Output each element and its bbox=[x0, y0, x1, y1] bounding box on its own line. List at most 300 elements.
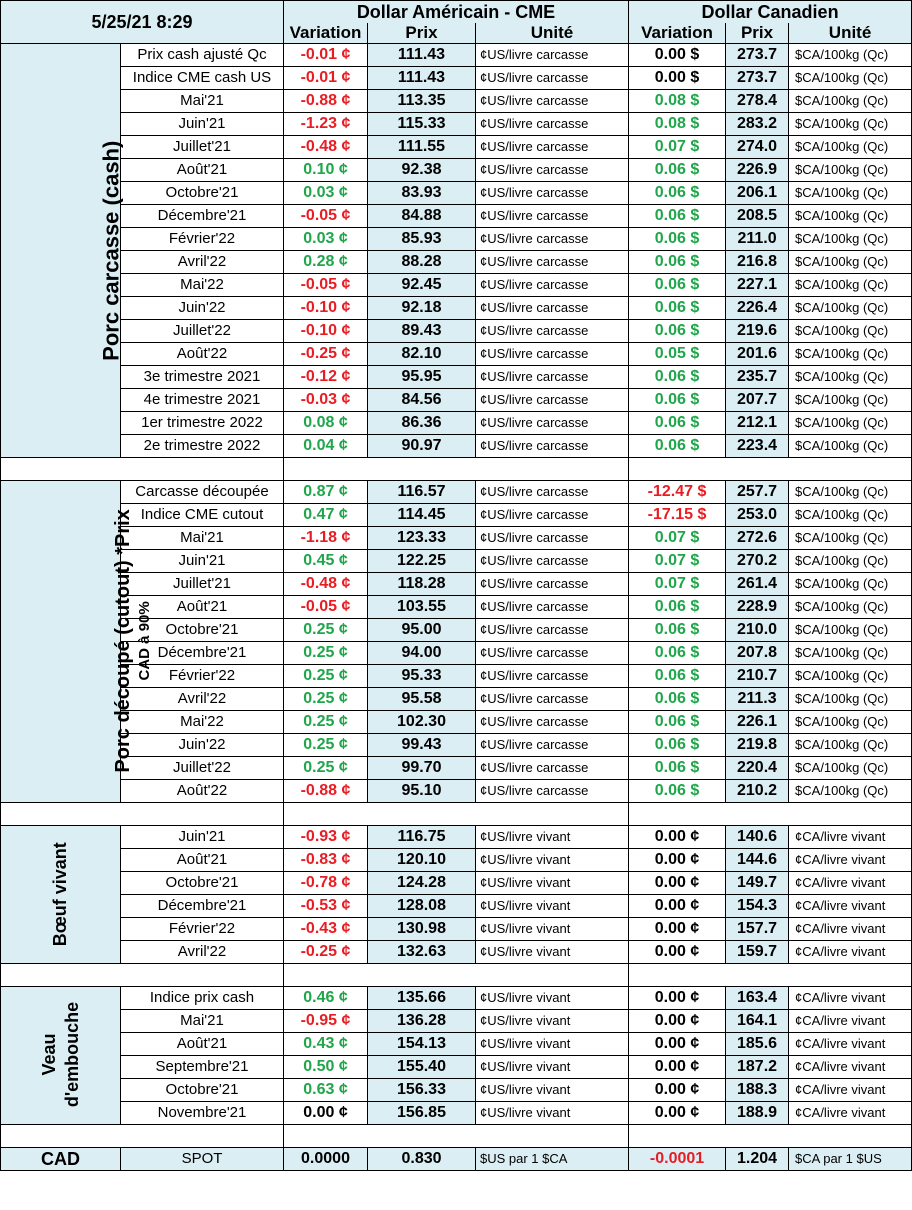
usd-unit: ¢US/livre carcasse bbox=[476, 757, 629, 780]
usd-price: 154.13 bbox=[368, 1033, 476, 1056]
cad-price-header: Prix bbox=[726, 23, 789, 44]
table-row bbox=[1, 320, 912, 343]
row-label: Carcasse découpée bbox=[121, 481, 284, 504]
usd-unit: ¢US/livre carcasse bbox=[476, 389, 629, 412]
cad-usd-unit: $US par 1 $CA bbox=[476, 1148, 629, 1171]
row-label: Mai'22 bbox=[121, 274, 284, 297]
row-label: Mai'21 bbox=[121, 527, 284, 550]
table-row bbox=[1, 481, 912, 504]
usd-price: 118.28 bbox=[368, 573, 476, 596]
table-row bbox=[1, 412, 912, 435]
cad-variation: 0.06 $ bbox=[629, 205, 726, 228]
cad-unit: ¢CA/livre vivant bbox=[789, 826, 912, 849]
cad-price: 154.3 bbox=[726, 895, 789, 918]
usd-price: 111.43 bbox=[368, 44, 476, 67]
section-title-text bbox=[38, 1002, 83, 1107]
cad-price: 210.7 bbox=[726, 665, 789, 688]
cad-variation: 0.06 $ bbox=[629, 251, 726, 274]
spacer-cell bbox=[629, 1125, 912, 1148]
row-label: Indice CME cash US bbox=[121, 67, 284, 90]
cad-variation: 0.00 ¢ bbox=[629, 1102, 726, 1125]
usd-variation: -0.48 ¢ bbox=[284, 573, 368, 596]
header-row-1 bbox=[1, 1, 912, 24]
usd-variation: -0.83 ¢ bbox=[284, 849, 368, 872]
cad-unit: ¢CA/livre vivant bbox=[789, 1079, 912, 1102]
cad-variation: 0.00 ¢ bbox=[629, 872, 726, 895]
table-row bbox=[1, 1010, 912, 1033]
usd-unit: ¢US/livre vivant bbox=[476, 849, 629, 872]
usd-unit: ¢US/livre carcasse bbox=[476, 228, 629, 251]
table-row bbox=[1, 389, 912, 412]
usd-variation: -1.23 ¢ bbox=[284, 113, 368, 136]
cad-unit: ¢CA/livre vivant bbox=[789, 895, 912, 918]
cad-unit: $CA/100kg (Qc) bbox=[789, 251, 912, 274]
row-label: Indice CME cutout bbox=[121, 504, 284, 527]
cad-unit: ¢CA/livre vivant bbox=[789, 849, 912, 872]
spacer-cell bbox=[1, 1125, 284, 1148]
cad-unit: ¢CA/livre vivant bbox=[789, 987, 912, 1010]
table-row bbox=[1, 159, 912, 182]
usd-variation: 0.25 ¢ bbox=[284, 665, 368, 688]
usd-price-header: Prix bbox=[368, 23, 476, 44]
table-row bbox=[1, 274, 912, 297]
cad-price: 272.6 bbox=[726, 527, 789, 550]
cad-unit: $CA/100kg (Qc) bbox=[789, 757, 912, 780]
row-label: Mai'21 bbox=[121, 1010, 284, 1033]
usd-variation: -1.18 ¢ bbox=[284, 527, 368, 550]
cad-price: 149.7 bbox=[726, 872, 789, 895]
cad-variation: 0.06 $ bbox=[629, 274, 726, 297]
usd-unit: ¢US/livre vivant bbox=[476, 872, 629, 895]
row-label: Indice prix cash bbox=[121, 987, 284, 1010]
usd-unit: ¢US/livre carcasse bbox=[476, 366, 629, 389]
cad-unit: $CA/100kg (Qc) bbox=[789, 734, 912, 757]
cad-variation: 0.00 ¢ bbox=[629, 1079, 726, 1102]
cad-variation: 0.06 $ bbox=[629, 734, 726, 757]
cad-unit: $CA/100kg (Qc) bbox=[789, 481, 912, 504]
usd-unit: ¢US/livre vivant bbox=[476, 987, 629, 1010]
cad-group-header: Dollar Canadien bbox=[629, 1, 912, 24]
usd-variation: -0.25 ¢ bbox=[284, 941, 368, 964]
cad-variation: 0.06 $ bbox=[629, 596, 726, 619]
cad-price: 207.8 bbox=[726, 642, 789, 665]
usd-unit: ¢US/livre vivant bbox=[476, 1079, 629, 1102]
row-label: Août'21 bbox=[121, 1033, 284, 1056]
cad-price: 235.7 bbox=[726, 366, 789, 389]
cad-variation: 0.06 $ bbox=[629, 366, 726, 389]
usd-unit: ¢US/livre carcasse bbox=[476, 665, 629, 688]
row-label: Février'22 bbox=[121, 918, 284, 941]
usd-unit: ¢US/livre vivant bbox=[476, 1102, 629, 1125]
table-row bbox=[1, 366, 912, 389]
row-label: Juin'21 bbox=[121, 826, 284, 849]
usd-unit: ¢US/livre carcasse bbox=[476, 412, 629, 435]
usd-variation: 0.25 ¢ bbox=[284, 757, 368, 780]
usd-unit: ¢US/livre carcasse bbox=[476, 688, 629, 711]
cad-unit: ¢CA/livre vivant bbox=[789, 872, 912, 895]
usd-variation: -0.10 ¢ bbox=[284, 297, 368, 320]
row-label: Avril'22 bbox=[121, 688, 284, 711]
cad-variation: 0.00 ¢ bbox=[629, 849, 726, 872]
row-label: Août'22 bbox=[121, 343, 284, 366]
usd-price: 128.08 bbox=[368, 895, 476, 918]
usd-unit: ¢US/livre carcasse bbox=[476, 44, 629, 67]
cad-variation: 0.06 $ bbox=[629, 642, 726, 665]
cad-unit: $CA/100kg (Qc) bbox=[789, 665, 912, 688]
cad-unit: ¢CA/livre vivant bbox=[789, 1033, 912, 1056]
section-title bbox=[1, 44, 124, 458]
usd-price: 116.57 bbox=[368, 481, 476, 504]
usd-variation: -0.93 ¢ bbox=[284, 826, 368, 849]
cad-price: 206.1 bbox=[726, 182, 789, 205]
section-title bbox=[1, 987, 121, 1125]
usd-variation: -0.01 ¢ bbox=[284, 44, 368, 67]
table-row bbox=[1, 1102, 912, 1125]
usd-unit: ¢US/livre carcasse bbox=[476, 711, 629, 734]
cad-price: 188.3 bbox=[726, 1079, 789, 1102]
row-label: Octobre'21 bbox=[121, 1079, 284, 1102]
spacer-cell bbox=[629, 458, 912, 481]
usd-unit: ¢US/livre carcasse bbox=[476, 481, 629, 504]
usd-variation: 0.28 ¢ bbox=[284, 251, 368, 274]
row-label: Août'21 bbox=[121, 596, 284, 619]
usd-variation: 0.08 ¢ bbox=[284, 412, 368, 435]
usd-variation: -0.01 ¢ bbox=[284, 67, 368, 90]
usd-price: 99.43 bbox=[368, 734, 476, 757]
cad-unit: $CA/100kg (Qc) bbox=[789, 573, 912, 596]
usd-price: 95.58 bbox=[368, 688, 476, 711]
cad-unit: ¢CA/livre vivant bbox=[789, 1056, 912, 1079]
usd-unit: ¢US/livre carcasse bbox=[476, 205, 629, 228]
spacer-row bbox=[1, 1125, 912, 1148]
usd-price: 83.93 bbox=[368, 182, 476, 205]
usd-variation: 0.63 ¢ bbox=[284, 1079, 368, 1102]
usd-unit: ¢US/livre carcasse bbox=[476, 113, 629, 136]
cad-unit: $CA/100kg (Qc) bbox=[789, 159, 912, 182]
usd-variation: -0.88 ¢ bbox=[284, 90, 368, 113]
usd-unit: ¢US/livre carcasse bbox=[476, 67, 629, 90]
cad-unit: $CA/100kg (Qc) bbox=[789, 182, 912, 205]
section-title-text bbox=[97, 140, 125, 360]
row-label: Mai'22 bbox=[121, 711, 284, 734]
spacer-cell bbox=[284, 803, 629, 826]
table-row bbox=[1, 228, 912, 251]
cad-unit: ¢CA/livre vivant bbox=[789, 941, 912, 964]
usd-variation: -0.12 ¢ bbox=[284, 366, 368, 389]
cad-price: 274.0 bbox=[726, 136, 789, 159]
usd-unit: ¢US/livre carcasse bbox=[476, 550, 629, 573]
row-label: Février'22 bbox=[121, 228, 284, 251]
cad-price: 227.1 bbox=[726, 274, 789, 297]
usd-variation: -0.05 ¢ bbox=[284, 205, 368, 228]
usd-price: 103.55 bbox=[368, 596, 476, 619]
cad-unit: $CA/100kg (Qc) bbox=[789, 136, 912, 159]
cad-unit: $CA/100kg (Qc) bbox=[789, 67, 912, 90]
usd-price: 95.10 bbox=[368, 780, 476, 803]
cad-price: 207.7 bbox=[726, 389, 789, 412]
usd-variation: 0.25 ¢ bbox=[284, 642, 368, 665]
cad-variation: 0.06 $ bbox=[629, 665, 726, 688]
cad-unit: $CA/100kg (Qc) bbox=[789, 274, 912, 297]
usd-unit: ¢US/livre carcasse bbox=[476, 734, 629, 757]
table-row bbox=[1, 343, 912, 366]
usd-variation: 0.47 ¢ bbox=[284, 504, 368, 527]
usd-unit: ¢US/livre carcasse bbox=[476, 159, 629, 182]
cad-price: 163.4 bbox=[726, 987, 789, 1010]
cad-price: 185.6 bbox=[726, 1033, 789, 1056]
cad-price: 210.0 bbox=[726, 619, 789, 642]
usd-variation: 0.03 ¢ bbox=[284, 228, 368, 251]
usd-variation: 0.25 ¢ bbox=[284, 619, 368, 642]
cad-unit: $CA/100kg (Qc) bbox=[789, 389, 912, 412]
table-row bbox=[1, 826, 912, 849]
usd-variation: -0.10 ¢ bbox=[284, 320, 368, 343]
table-body bbox=[1, 44, 912, 1171]
cad-variation: 0.06 $ bbox=[629, 757, 726, 780]
spacer-row bbox=[1, 803, 912, 826]
usd-unit: ¢US/livre carcasse bbox=[476, 136, 629, 159]
cad-spot-label: SPOT bbox=[121, 1148, 284, 1171]
spacer-cell bbox=[284, 964, 629, 987]
spacer-cell bbox=[284, 1125, 629, 1148]
cad-cad-unit: $CA par 1 $US bbox=[789, 1148, 912, 1171]
cad-variation: 0.00 ¢ bbox=[629, 918, 726, 941]
cad-cad-variation: -0.0001 bbox=[629, 1148, 726, 1171]
usd-price: 102.30 bbox=[368, 711, 476, 734]
cad-variation: 0.06 $ bbox=[629, 412, 726, 435]
table-row bbox=[1, 297, 912, 320]
row-label: 4e trimestre 2021 bbox=[121, 389, 284, 412]
row-label: Septembre'21 bbox=[121, 1056, 284, 1079]
usd-unit-header: Unité bbox=[476, 23, 629, 44]
usd-unit: ¢US/livre carcasse bbox=[476, 504, 629, 527]
cad-price: 201.6 bbox=[726, 343, 789, 366]
usd-variation-header: Variation bbox=[284, 23, 368, 44]
spacer-cell bbox=[284, 458, 629, 481]
cad-unit: $CA/100kg (Qc) bbox=[789, 596, 912, 619]
row-label: Février'22 bbox=[121, 665, 284, 688]
cad-unit: $CA/100kg (Qc) bbox=[789, 527, 912, 550]
cad-variation: 0.06 $ bbox=[629, 182, 726, 205]
cad-price: 261.4 bbox=[726, 573, 789, 596]
table-row bbox=[1, 113, 912, 136]
row-label: Août'21 bbox=[121, 849, 284, 872]
section-title-line: Porc découpé (cutout) *Prix bbox=[111, 509, 134, 773]
row-label: Juin'22 bbox=[121, 297, 284, 320]
cad-unit: ¢CA/livre vivant bbox=[789, 1010, 912, 1033]
table-row bbox=[1, 44, 912, 67]
cad-usd-price: 0.830 bbox=[368, 1148, 476, 1171]
cad-variation: 0.00 ¢ bbox=[629, 1033, 726, 1056]
usd-variation: 0.25 ¢ bbox=[284, 688, 368, 711]
cad-unit: $CA/100kg (Qc) bbox=[789, 435, 912, 458]
row-label: Juin'22 bbox=[121, 734, 284, 757]
cad-unit-header: Unité bbox=[789, 23, 912, 44]
usd-price: 85.93 bbox=[368, 228, 476, 251]
section-title-line: Veau bbox=[38, 1033, 59, 1076]
cad-price: 226.1 bbox=[726, 711, 789, 734]
cad-variation: 0.06 $ bbox=[629, 320, 726, 343]
usd-variation: -0.03 ¢ bbox=[284, 389, 368, 412]
cad-price: 144.6 bbox=[726, 849, 789, 872]
section-title-line: d'embouche bbox=[61, 1002, 82, 1108]
section-title-text bbox=[49, 842, 72, 946]
cad-variation: 0.00 ¢ bbox=[629, 1010, 726, 1033]
usd-price: 89.43 bbox=[368, 320, 476, 343]
usd-variation: 0.25 ¢ bbox=[284, 734, 368, 757]
usd-price: 132.63 bbox=[368, 941, 476, 964]
usd-variation: -0.95 ¢ bbox=[284, 1010, 368, 1033]
usd-variation: -0.88 ¢ bbox=[284, 780, 368, 803]
cad-variation: 0.08 $ bbox=[629, 90, 726, 113]
usd-unit: ¢US/livre carcasse bbox=[476, 320, 629, 343]
table-row bbox=[1, 872, 912, 895]
row-label: Décembre'21 bbox=[121, 205, 284, 228]
section-title bbox=[1, 826, 121, 964]
cad-price: 226.9 bbox=[726, 159, 789, 182]
cad-price: 157.7 bbox=[726, 918, 789, 941]
table-row bbox=[1, 780, 912, 803]
cad-price: 226.4 bbox=[726, 297, 789, 320]
cad-price: 219.8 bbox=[726, 734, 789, 757]
table-row bbox=[1, 251, 912, 274]
cad-price: 188.9 bbox=[726, 1102, 789, 1125]
usd-price: 90.97 bbox=[368, 435, 476, 458]
spacer-cell bbox=[629, 803, 912, 826]
cad-variation: 0.06 $ bbox=[629, 711, 726, 734]
cad-variation: 0.06 $ bbox=[629, 297, 726, 320]
spacer-cell bbox=[1, 964, 284, 987]
row-label: Juillet'22 bbox=[121, 757, 284, 780]
usd-price: 114.45 bbox=[368, 504, 476, 527]
cad-price: 223.4 bbox=[726, 435, 789, 458]
cad-variation: 0.07 $ bbox=[629, 527, 726, 550]
usd-unit: ¢US/livre vivant bbox=[476, 826, 629, 849]
usd-price: 136.28 bbox=[368, 1010, 476, 1033]
cad-cad-price: 1.204 bbox=[726, 1148, 789, 1171]
cad-price: 210.2 bbox=[726, 780, 789, 803]
usd-variation: -0.48 ¢ bbox=[284, 136, 368, 159]
usd-price: 156.85 bbox=[368, 1102, 476, 1125]
cad-variation: -12.47 $ bbox=[629, 481, 726, 504]
usd-variation: -0.78 ¢ bbox=[284, 872, 368, 895]
cad-variation: 0.00 ¢ bbox=[629, 987, 726, 1010]
cad-unit: $CA/100kg (Qc) bbox=[789, 711, 912, 734]
usd-unit: ¢US/livre vivant bbox=[476, 941, 629, 964]
row-label: Juillet'21 bbox=[121, 136, 284, 159]
usd-unit: ¢US/livre carcasse bbox=[476, 343, 629, 366]
usd-price: 111.55 bbox=[368, 136, 476, 159]
table-row bbox=[1, 90, 912, 113]
cad-price: 257.7 bbox=[726, 481, 789, 504]
table-row bbox=[1, 941, 912, 964]
cad-unit: $CA/100kg (Qc) bbox=[789, 642, 912, 665]
usd-unit: ¢US/livre carcasse bbox=[476, 619, 629, 642]
cad-unit: $CA/100kg (Qc) bbox=[789, 550, 912, 573]
usd-unit: ¢US/livre carcasse bbox=[476, 527, 629, 550]
cad-variation: 0.06 $ bbox=[629, 619, 726, 642]
table-row bbox=[1, 67, 912, 90]
table-row bbox=[1, 182, 912, 205]
usd-price: 95.33 bbox=[368, 665, 476, 688]
row-label: Mai'21 bbox=[121, 90, 284, 113]
table-row bbox=[1, 918, 912, 941]
row-label: Août'22 bbox=[121, 780, 284, 803]
cad-price: 220.4 bbox=[726, 757, 789, 780]
usd-price: 130.98 bbox=[368, 918, 476, 941]
cad-unit: $CA/100kg (Qc) bbox=[789, 780, 912, 803]
row-label: Décembre'21 bbox=[121, 642, 284, 665]
table-row bbox=[1, 1056, 912, 1079]
cad-variation: 0.07 $ bbox=[629, 573, 726, 596]
usd-variation: -0.25 ¢ bbox=[284, 343, 368, 366]
cad-variation: 0.06 $ bbox=[629, 688, 726, 711]
usd-price: 92.18 bbox=[368, 297, 476, 320]
spacer-row bbox=[1, 458, 912, 481]
usd-price: 113.35 bbox=[368, 90, 476, 113]
cad-unit: $CA/100kg (Qc) bbox=[789, 504, 912, 527]
cad-variation: 0.00 ¢ bbox=[629, 941, 726, 964]
table-row bbox=[1, 1033, 912, 1056]
usd-unit: ¢US/livre carcasse bbox=[476, 274, 629, 297]
usd-variation: 0.25 ¢ bbox=[284, 711, 368, 734]
cad-variation: 0.00 ¢ bbox=[629, 1056, 726, 1079]
usd-unit: ¢US/livre carcasse bbox=[476, 573, 629, 596]
usd-price: 88.28 bbox=[368, 251, 476, 274]
usd-price: 135.66 bbox=[368, 987, 476, 1010]
usd-unit: ¢US/livre carcasse bbox=[476, 182, 629, 205]
usd-unit: ¢US/livre vivant bbox=[476, 1056, 629, 1079]
row-label: Juillet'22 bbox=[121, 320, 284, 343]
usd-price: 95.00 bbox=[368, 619, 476, 642]
usd-price: 92.38 bbox=[368, 159, 476, 182]
usd-unit: ¢US/livre vivant bbox=[476, 1010, 629, 1033]
table-row bbox=[1, 849, 912, 872]
table-row bbox=[1, 1079, 912, 1102]
usd-variation: -0.53 ¢ bbox=[284, 895, 368, 918]
table-row bbox=[1, 895, 912, 918]
cad-price: 228.9 bbox=[726, 596, 789, 619]
usd-unit: ¢US/livre carcasse bbox=[476, 596, 629, 619]
cad-price: 283.2 bbox=[726, 113, 789, 136]
cad-variation: 0.00 $ bbox=[629, 67, 726, 90]
cad-price: 216.8 bbox=[726, 251, 789, 274]
cad-price: 273.7 bbox=[726, 67, 789, 90]
spacer-cell bbox=[1, 803, 284, 826]
usd-price: 84.88 bbox=[368, 205, 476, 228]
table-row bbox=[1, 136, 912, 159]
usd-price: 123.33 bbox=[368, 527, 476, 550]
usd-unit: ¢US/livre carcasse bbox=[476, 90, 629, 113]
spacer-row bbox=[1, 964, 912, 987]
usd-unit: ¢US/livre vivant bbox=[476, 918, 629, 941]
usd-price: 95.95 bbox=[368, 366, 476, 389]
usd-price: 82.10 bbox=[368, 343, 476, 366]
row-label: Octobre'21 bbox=[121, 619, 284, 642]
row-label: Décembre'21 bbox=[121, 895, 284, 918]
cad-price: 270.2 bbox=[726, 550, 789, 573]
usd-variation: 0.43 ¢ bbox=[284, 1033, 368, 1056]
cad-unit: $CA/100kg (Qc) bbox=[789, 113, 912, 136]
usd-variation: 0.50 ¢ bbox=[284, 1056, 368, 1079]
usd-variation: 0.87 ¢ bbox=[284, 481, 368, 504]
usd-unit: ¢US/livre carcasse bbox=[476, 435, 629, 458]
section-title-line: Bœuf vivant bbox=[50, 841, 71, 946]
report-datetime: 5/25/21 8:29 bbox=[1, 1, 284, 44]
cad-variation: 0.00 ¢ bbox=[629, 826, 726, 849]
cad-price: 159.7 bbox=[726, 941, 789, 964]
usd-price: 115.33 bbox=[368, 113, 476, 136]
